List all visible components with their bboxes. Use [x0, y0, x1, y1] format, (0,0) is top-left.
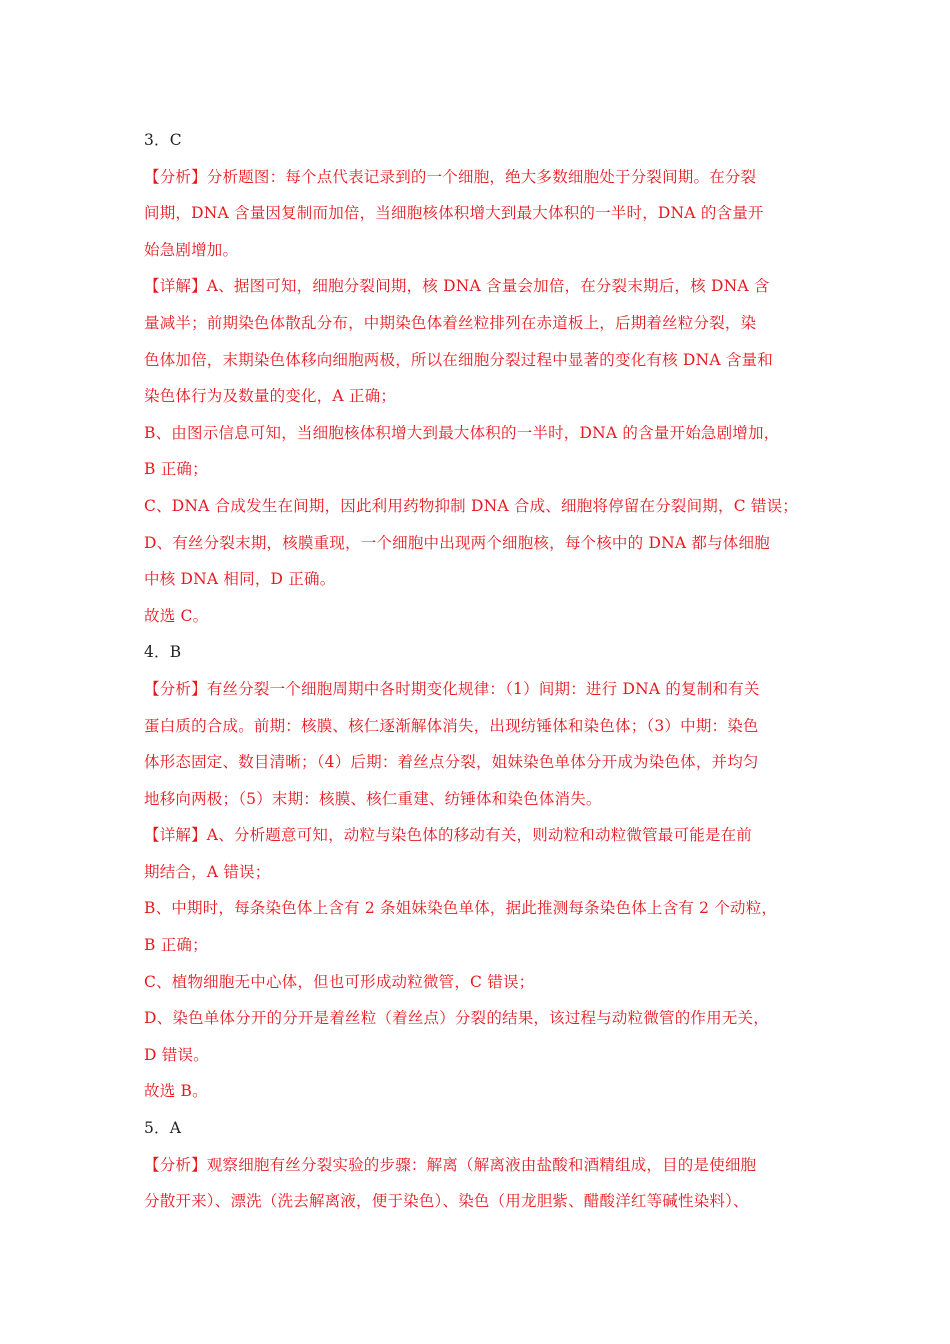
text-line: 始急剧增加。: [144, 240, 239, 259]
question-number: 4．B: [144, 643, 182, 662]
text-line: 地移向两极；（5）末期：核膜、核仁重建、纺锤体和染色体消失。: [144, 789, 602, 808]
analysis-line: 【分析】观察细胞有丝分裂实验的步骤：解离（解离液由盐酸和酒精组成，目的是使细胞: [144, 1155, 757, 1174]
answer-content: [144, 122, 824, 1220]
text-line: B 正确；: [144, 936, 208, 955]
question-number: 3．C: [144, 131, 182, 149]
analysis-line: 【分析】分析题图：每个点代表记录到的一个细胞，绝大多数细胞处于分裂间期。在分裂: [144, 167, 757, 186]
text-line: D 错误。: [144, 1045, 209, 1064]
question-number: 5．A: [144, 1119, 182, 1138]
detail-line: 【详解】A、据图可知，细胞分裂间期，核 DNA 含量会加倍，在分裂末期后，核 DNA 含: [144, 277, 770, 296]
text-line: B 正确；: [144, 460, 208, 479]
text-line: 量减半；前期染色体散乱分布，中期染色体着丝粒排列在赤道板上，后期着丝粒分裂，染: [144, 313, 757, 332]
text-line: 蛋白质的合成。前期：核膜、核仁逐渐解体消失，出现纺锤体和染色体；（3）中期：染色: [144, 716, 759, 735]
option-b-line: B、中期时，每条染色体上含有 2 条姐妹染色单体，据此推测每条染色体上含有 2 个动粒，: [144, 899, 778, 918]
option-b-line: B、由图示信息可知，当细胞核体积增大到最大体积的一半时，DNA 的含量开始急剧增加，: [144, 423, 780, 442]
text-line: 期结合，A 错误；: [144, 862, 271, 881]
text-line: 体形态固定、数目清晰；（4）后期：着丝点分裂，姐妹染色单体分开成为染色体，并均匀: [144, 753, 759, 772]
text-line: 中核 DNA 相同，D 正确。: [144, 570, 336, 589]
text-line: 间期，DNA 含量因复制而加倍，当细胞核体积增大到最大体积的一半时，DNA 的含量开: [144, 204, 764, 223]
detail-line: 【详解】A、分析题意可知，动粒与染色体的移动有关，则动粒和动粒微管最可能是在前: [144, 826, 752, 845]
option-c-line: C、DNA 合成发生在间期，因此利用药物抑制 DNA 合成、细胞将停留在分裂间期，C 错误；: [144, 496, 798, 515]
text-line: 染色体行为及数量的变化，A 正确；: [144, 387, 397, 406]
option-d-line: D、有丝分裂末期，核膜重现，一个细胞中出现两个细胞核，每个核中的 DNA 都与体细胞: [144, 533, 770, 552]
option-c-line: C、植物细胞无中心体，但也可形成动粒微管，C 错误；: [144, 972, 535, 991]
conclusion-line: 故选 B。: [144, 1082, 208, 1101]
analysis-line: 【分析】有丝分裂一个细胞周期中各时期变化规律：（1）间期：进行 DNA 的复制和有关: [144, 679, 760, 698]
text-line: 分散开来）、漂洗（洗去解离液，便于染色）、染色（用龙胆紫、醋酸洋红等碱性染料）、: [144, 1192, 749, 1211]
option-d-line: D、染色单体分开的分开是着丝粒（着丝点）分裂的结果，该过程与动粒微管的作用无关，: [144, 1009, 769, 1028]
text-line: 色体加倍，末期染色体移向细胞两极，所以在细胞分裂过程中显著的变化有核 DNA 含量和: [144, 350, 773, 369]
conclusion-line: 故选 C。: [144, 606, 209, 625]
